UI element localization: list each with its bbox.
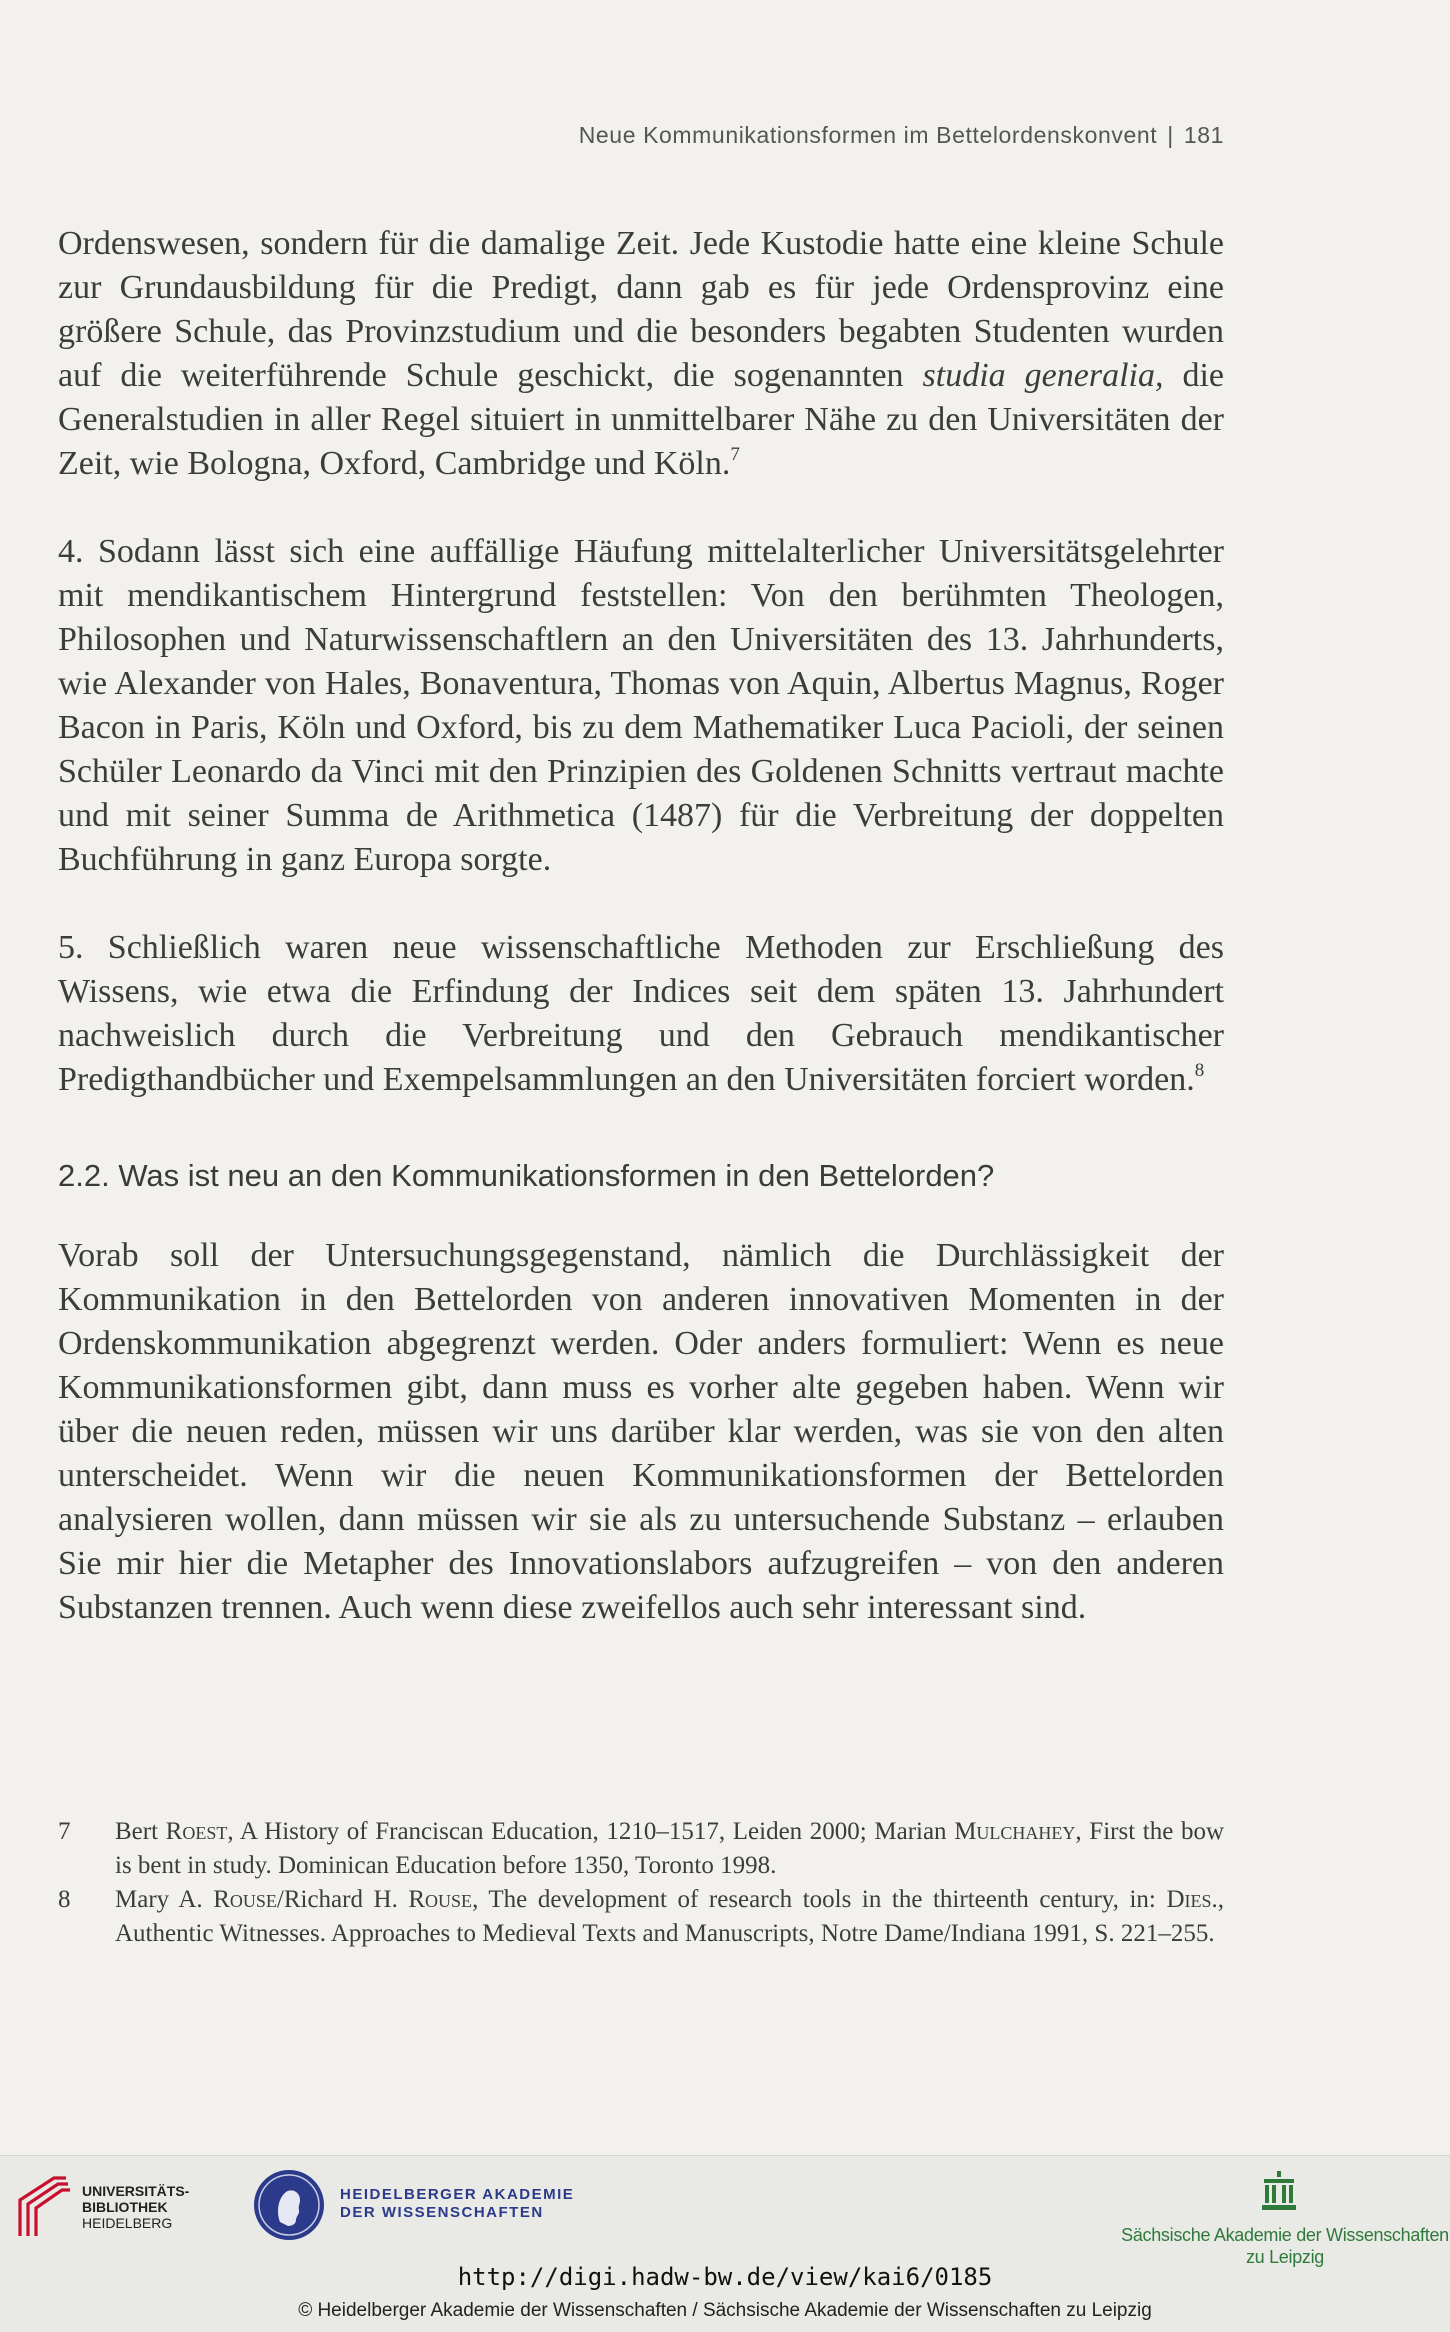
ub-line-1: UNIVERSITÄTS- [82, 2183, 190, 2199]
saw-building-icon[interactable] [1262, 2171, 1296, 2211]
saw-line-2: zu Leipzig [1245, 2247, 1325, 2267]
permalink-url[interactable]: http://digi.hadw-bw.de/view/kai6/0185 [457, 2263, 993, 2291]
footnote-text [115, 1883, 1224, 1951]
ub-heidelberg-logo-icon[interactable] [14, 2170, 74, 2242]
fn7-author-roest: Roest [165, 1818, 228, 1845]
page-number: 181 [1183, 122, 1224, 148]
hadw-line-2: DER WISSENSCHAFTEN [340, 2204, 544, 2221]
footnote-7 [58, 1815, 1224, 1883]
running-head-title: Neue Kommunikationsformen im Bettelordenskonvent [578, 122, 1158, 148]
paragraph-4: Vorab soll der Untersuchungsgegenstand, nämlich die Durchlässigkeit der Kommunikation in den Bettelorden von anderen innovativen Momenten in der Ordenskommunikation abgegrenzt werden. Oder anders formuliert: Wenn es neue Kommunikationsformen gibt, dann muss es vorher alte gegeben haben. Wenn wir über die neuen reden, müssen wir uns darüber klar werden, was sie von den alten unterscheidet. Wenn wir die neuen Kommunikationsformen der Bettelorden analysieren wollen, dann müssen wir sie als zu untersuchende Substanz – erlauben Sie mir hier die Metapher des Innovationslabors aufzugreifen – von den anderen Substanzen trennen. Auch wenn diese zweifellos auch sehr interessant sind. [58, 1237, 1224, 1626]
hadw-seal-icon[interactable] [252, 2168, 326, 2242]
footnote-8 [58, 1883, 1224, 1951]
paragraph-1-text-end: die Generalstudien in aller Regel situiert in unmittelbarer Nähe zu den Universitäten der Zeit, wie Bologna, Oxford, Cambridge und Köln. [58, 357, 1224, 482]
studia-generalia-italic: studia generalia, [922, 357, 1164, 394]
ub-line-3: HEIDELBERG [82, 2215, 173, 2231]
saw-label[interactable] [1120, 2224, 1450, 2268]
fn8-text-b: /Richard H. [276, 1886, 409, 1913]
fn7-author-mulchahey: Mulchahey [954, 1818, 1076, 1845]
footnote-number: 8 [58, 1886, 71, 1913]
paragraph-1-text: Ordenswesen, sondern für die damalige Zeit. Jede Kustodie hatte eine kleine Schule zur Grundausbildung für die Predigt, dann gab es für jede Ordensprovinz eine größere Schule, das Provinzstudium und die besonders begabten Studenten wurden auf die weiterführende Schule geschickt, die sogenannten [58, 225, 1224, 394]
copyright-notice: © Heidelberger Akademie der Wissenschaften / Sächsische Akademie der Wissenschaften zu Leipzig [298, 2300, 1152, 2321]
paragraph-3-text: 5. Schließlich waren neue wissenschaftliche Methoden zur Erschließung des Wissens, wie etwa die Erfindung der Indices seit dem späten 13. Jahrhundert nachweislich durch die Verbreitung und den Gebrauch mendikantischer Predigthandbücher und Exempelsammlungen an den Universitäten forciert worden. [58, 929, 1224, 1098]
body-text [58, 222, 1224, 1630]
paragraph-3 [58, 926, 1224, 1102]
fn8-text-a: Mary A. [115, 1886, 214, 1913]
footnote-number: 7 [58, 1818, 71, 1845]
section-heading: 2.2. Was ist neu an den Kommunikationsformen in den Bettelorden? [58, 1158, 995, 1193]
footnote-text [115, 1815, 1224, 1883]
fn7-text-b: , A History of Franciscan Education, 1210–1517, Leiden 2000; Marian [227, 1818, 955, 1845]
fn8-dies: Dies [1166, 1886, 1212, 1913]
running-head [0, 122, 1224, 149]
footnotes [58, 1815, 1224, 1951]
ub-line-2: BIBLIOTHEK [82, 2199, 168, 2215]
fn7-text-c: , First the bow is bent in study. Dominican Education before 1350, Toronto 1998. [115, 1818, 1224, 1879]
hadw-line-1: HEIDELBERGER AKADEMIE [340, 2186, 575, 2203]
fn8-author-rouse-2: Rouse [408, 1886, 473, 1913]
saw-line-1: Sächsische Akademie der Wissenschaften [1121, 2225, 1449, 2245]
paragraph-1 [58, 222, 1224, 486]
hadw-label[interactable] [340, 2186, 574, 2222]
paragraph-2: 4. Sodann lässt sich eine auffällige Häufung mittelalterlicher Universitätsgelehrter mit mendikantischem Hintergrund feststellen: Von den berühmten Theologen, Philosophen und Naturwissenschaftlern an den Universitäten des 13. Jahrhunderts, wie Alexander von Hales, Bonaventura, Thomas von Aquin, Albertus Magnus, Roger Bacon in Paris, Köln und Oxford, bis zu dem Mathematiker Luca Pacioli, der seinen Schüler Leonardo da Vinci mit den Prinzipien des Goldenen Schnitts vertraut machte und mit seiner Summa de Arithmetica (1487) für die Verbreitung der doppelten Buchführung in ganz Europa sorgte. [58, 533, 1224, 878]
running-head-separator: | [1167, 122, 1174, 148]
footnote-ref-8[interactable]: 8 [1194, 1060, 1205, 1081]
fn8-author-rouse-1: Rouse [213, 1886, 277, 1913]
fn8-text-d: ., Authentic Witnesses. Approaches to Medieval Texts and Manuscripts, Notre Dame/Indiana 1991, S. 221–255. [115, 1886, 1224, 1947]
fn7-text-a: Bert [115, 1818, 166, 1845]
ub-heidelberg-label[interactable] [82, 2183, 189, 2231]
footnote-ref-7[interactable]: 7 [730, 444, 740, 465]
fn8-text-c: , The development of research tools in the thirteenth century, in: [472, 1886, 1167, 1913]
